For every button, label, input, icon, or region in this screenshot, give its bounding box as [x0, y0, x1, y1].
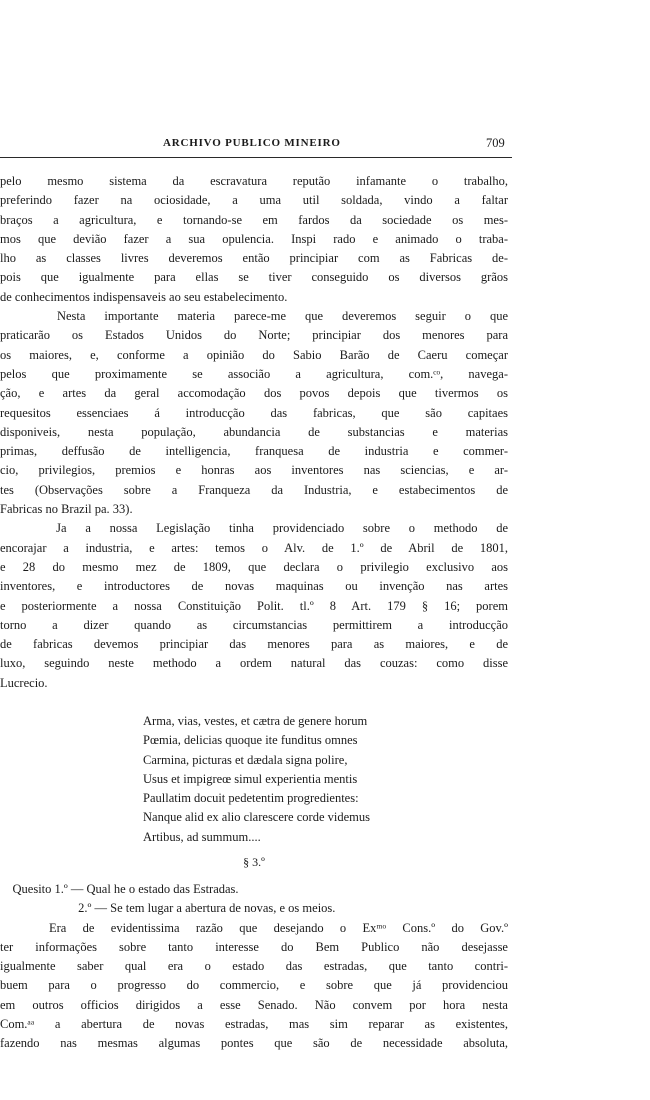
text-line: e posteriormente a nossa Constituição Polit. tl.º 8 Art. 179 § 16; porem	[0, 598, 508, 613]
text-line: preferindo fazer na ociosidade, a uma util soldada, vindo a faltar	[0, 193, 508, 208]
poem-quotation	[143, 712, 473, 847]
header-rule	[0, 157, 512, 158]
text-line: disponiveis, nesta população, abundancia de substancias e materias	[0, 424, 508, 439]
section-heading-text: § 3.º	[243, 855, 265, 869]
text-line: praticarão os Estados Unidos do Norte; principiar dos menores para	[0, 328, 508, 343]
text-line: primas, deffusão de intelligencia, franquesa de industria e commer-	[0, 444, 508, 459]
text-line: encorajar a industria, e artes: temos o Alv. de 1.º de Abril de 1801,	[0, 540, 508, 555]
text-line: em outros officios dirigidos a esse Senado. Não convem por hora nesta	[0, 997, 508, 1012]
poem-line: Pœmia, delicias quoque ite funditus omnes	[143, 733, 358, 748]
text-line: Ja a nossa Legislação tinha providenciado sobre o methodo de	[0, 521, 508, 536]
text-line: de fabricas devemos principiar das menores para as maiores, e de	[0, 637, 508, 652]
header-title: ARCHIVO PUBLICO MINEIRO	[163, 137, 341, 149]
poem-line: Paullatim docuit pedetentim progredientes:	[143, 791, 359, 806]
text-line: igualmente saber qual era o estado das estradas, que tanto contri-	[0, 959, 508, 974]
text-line: buem para o progresso do commercio, e sobre que já providenciou	[0, 978, 508, 993]
poem-line: Arma, vias, vestes, et cætra de genere horum	[143, 714, 368, 728]
text-line: pelo mesmo sistema da escravatura reputão infamante o trabalho,	[0, 174, 508, 188]
text-line: Quesito 1.º — Qual he o estado das Estradas.	[0, 882, 239, 896]
poem-line: Carmina, picturas et dædala signa polire,	[143, 752, 348, 767]
text-line: requesitos essenciaes á introducção das fabricas, que são capitaes	[0, 405, 508, 420]
text-line: pelos que proximamente se associão a agricultura, com.ᶜᵒ, navega-	[0, 366, 508, 381]
text-line: de conhecimentos indispensaveis ao seu estabelecimento.	[0, 289, 288, 304]
text-line: braços a agricultura, e tornando-se em fardos da sociedade os mes-	[0, 212, 508, 227]
text-line: Lucrecio.	[0, 675, 48, 690]
section-heading	[0, 855, 508, 870]
text-line: Fabricas no Brazil pa. 33).	[0, 502, 133, 517]
text-line: luxo, seguindo neste methodo a ordem natural das couzas: como disse	[0, 656, 508, 671]
text-line: Era de evidentissima razão que desejando o Exᵐᵒ Cons.º do Gov.º	[0, 920, 508, 935]
text-line: inventores, e introductores de novas maquinas ou invenção nas artes	[0, 579, 508, 594]
text-line: ter informações sobre tanto interesse do Bem Publico não desejasse	[0, 939, 508, 954]
text-line: torno a dizer quando as circumstancias permittirem a introducção	[0, 617, 508, 632]
text-line: Nesta importante materia parece-me que deveremos seguir o que	[0, 309, 508, 324]
text-line: 2.º — Se tem lugar a abertura de novas, e os meios.	[0, 901, 336, 916]
text-line: ção, e artes da geral accomodação dos povos depois que tivermos os	[0, 386, 508, 401]
poem-line: Nanque alid ex alio clarescere corde videmus	[143, 810, 370, 825]
body-text-block-2	[0, 880, 508, 1054]
poem-line: Artibus, ad summum....	[143, 829, 261, 844]
text-line: pois que igualmente para ellas se tiver conseguido os diversos grãos	[0, 270, 508, 285]
page-number: 709	[486, 136, 505, 150]
text-line: os maiores, e, conforme a opinião do Sabio Barão de Caeru começar	[0, 347, 508, 362]
text-line: mos que devião fazer a sua opulencia. Inspi rado e animado o traba-	[0, 231, 508, 246]
text-line: cio, privilegios, premios e honras aos inventores nas sciencias, e ar-	[0, 463, 508, 478]
text-line: tes (Observações sobre a Franqueza da Industria, e estabecimentos de	[0, 482, 508, 497]
text-line: e 28 do mesmo mez de 1809, que declara o privilegio exclusivo aos	[0, 559, 508, 574]
poem-line: Usus et impigreœ simul experientia mentis	[143, 771, 358, 786]
text-line: Com.ᵃᵃ a abertura de novas estradas, mas sim reparar as existentes,	[0, 1017, 508, 1032]
body-text-block	[0, 172, 508, 693]
text-line: lho as classes livres deveremos então principiar com as Fabricas de-	[0, 251, 508, 266]
text-line: fazendo nas mesmas algumas pontes que são de necessidade absoluta,	[0, 1036, 508, 1051]
running-header	[0, 137, 514, 153]
